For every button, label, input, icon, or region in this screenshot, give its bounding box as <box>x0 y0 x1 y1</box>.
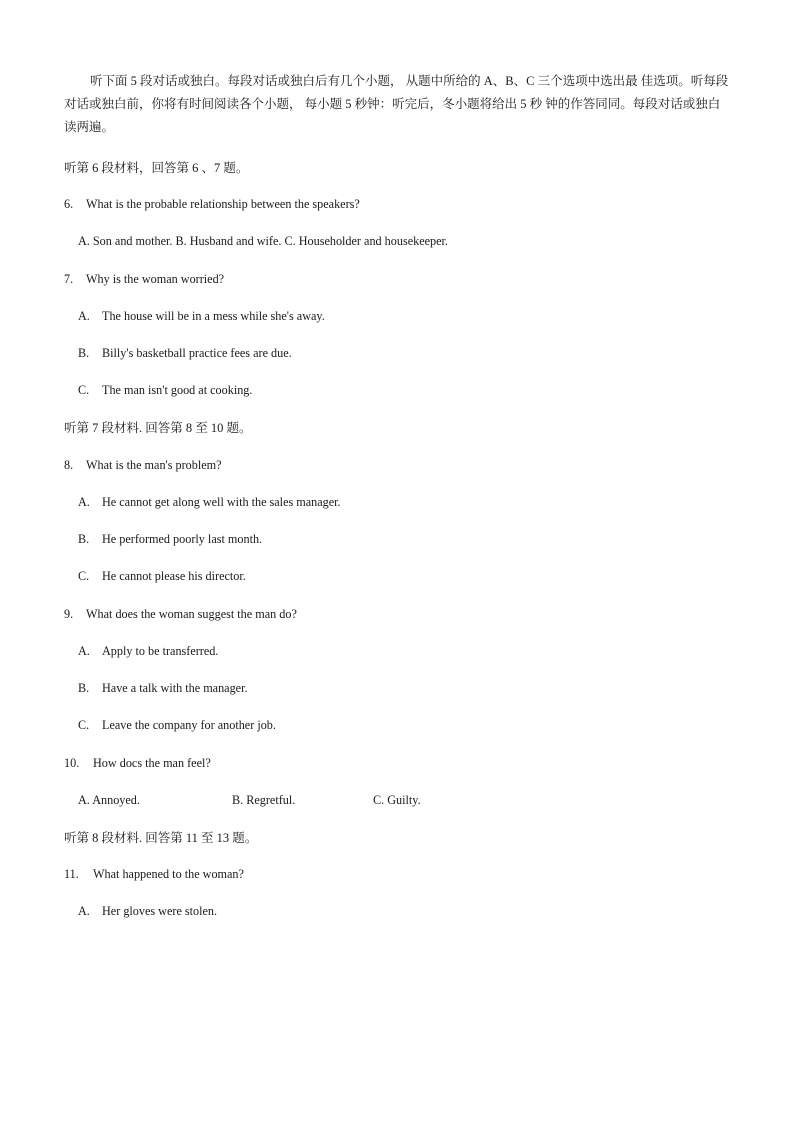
option-7b <box>78 346 292 361</box>
option-9b <box>78 681 248 696</box>
option-7c <box>78 383 252 398</box>
option-letter: C. <box>78 383 90 397</box>
question-9 <box>64 607 297 622</box>
question-text: What is the probable relationship between the speakers? <box>86 197 360 211</box>
question-number: 11. <box>64 867 79 881</box>
option-7a <box>78 309 325 324</box>
question-number: 10. <box>64 756 80 770</box>
option-10c: C. Guilty. <box>373 793 421 807</box>
option-11a <box>78 904 217 919</box>
question-text: Why is the woman worried? <box>86 272 225 286</box>
option-letter: A. <box>78 904 90 918</box>
option-text: The man isn't good at cooking. <box>102 383 253 397</box>
option-text: Apply to be transferred. <box>102 644 219 658</box>
option-letter: A. <box>78 644 90 658</box>
question-6 <box>64 197 360 212</box>
question-number: 9. <box>64 607 74 621</box>
question-text: How docs the man feel? <box>93 756 211 770</box>
section-heading-6: 听第 6 段材料，回答第 6 、7 题。 <box>64 161 249 175</box>
option-8b <box>78 532 262 547</box>
option-text: Have a talk with the manager. <box>102 681 248 695</box>
option-text: He cannot get along well with the sales manager. <box>102 495 341 509</box>
section-heading-7: 听第 7 段材料. 回答第 8 至 10 题。 <box>64 421 252 435</box>
option-letter: B. <box>78 681 90 695</box>
question-11 <box>64 867 244 882</box>
option-letter: C. <box>78 718 90 732</box>
options-10 <box>78 793 421 808</box>
instructions <box>64 70 732 139</box>
option-letter: B. <box>78 532 90 546</box>
option-10b: B. Regretful. <box>232 793 296 807</box>
option-8a <box>78 495 341 510</box>
option-letter: C. <box>78 569 90 583</box>
question-7 <box>64 272 224 287</box>
option-text: Leave the company for another job. <box>102 718 276 732</box>
option-letter: A. <box>78 495 90 509</box>
option-text: Her gloves were stolen. <box>102 904 218 918</box>
question-10 <box>64 756 211 771</box>
option-8c <box>78 569 246 584</box>
option-9a <box>78 644 218 659</box>
option-10a: A. Annoyed. <box>78 793 140 807</box>
question-text: What is the man's problem? <box>86 458 222 472</box>
question-number: 6. <box>64 197 74 211</box>
option-letter: B. <box>78 346 90 360</box>
option-letter: A. <box>78 309 90 323</box>
question-number: 7. <box>64 272 74 286</box>
options-6: A. Son and mother. B. Husband and wife. C. Householder and housekeeper. <box>78 234 448 248</box>
option-9c <box>78 718 276 733</box>
question-8 <box>64 458 222 473</box>
question-text: What happened to the woman? <box>93 867 244 881</box>
option-text: Billy's basketball practice fees are due. <box>102 346 292 360</box>
option-text: He cannot please his director. <box>102 569 246 583</box>
option-text: The house will be in a mess while she's away. <box>102 309 325 323</box>
question-number: 8. <box>64 458 74 472</box>
question-text: What does the woman suggest the man do? <box>86 607 297 621</box>
option-text: He performed poorly last month. <box>102 532 263 546</box>
instructions-text: 听下面 5 段对话或独白。每段对话或独白后有几个小题， 从题中所给的 A、B、C 三个选项中选出最 佳选项。听每段对话或独白前，你将有时间阅读各个小题， 每小题 5 秒钟：听完后，冬小题将给出 5 秒 钟的作答同同。每段对话或独白读两遍。 <box>64 74 729 134</box>
section-heading-8: 听第 8 段材料. 回答第 11 至 13 题。 <box>64 831 258 845</box>
